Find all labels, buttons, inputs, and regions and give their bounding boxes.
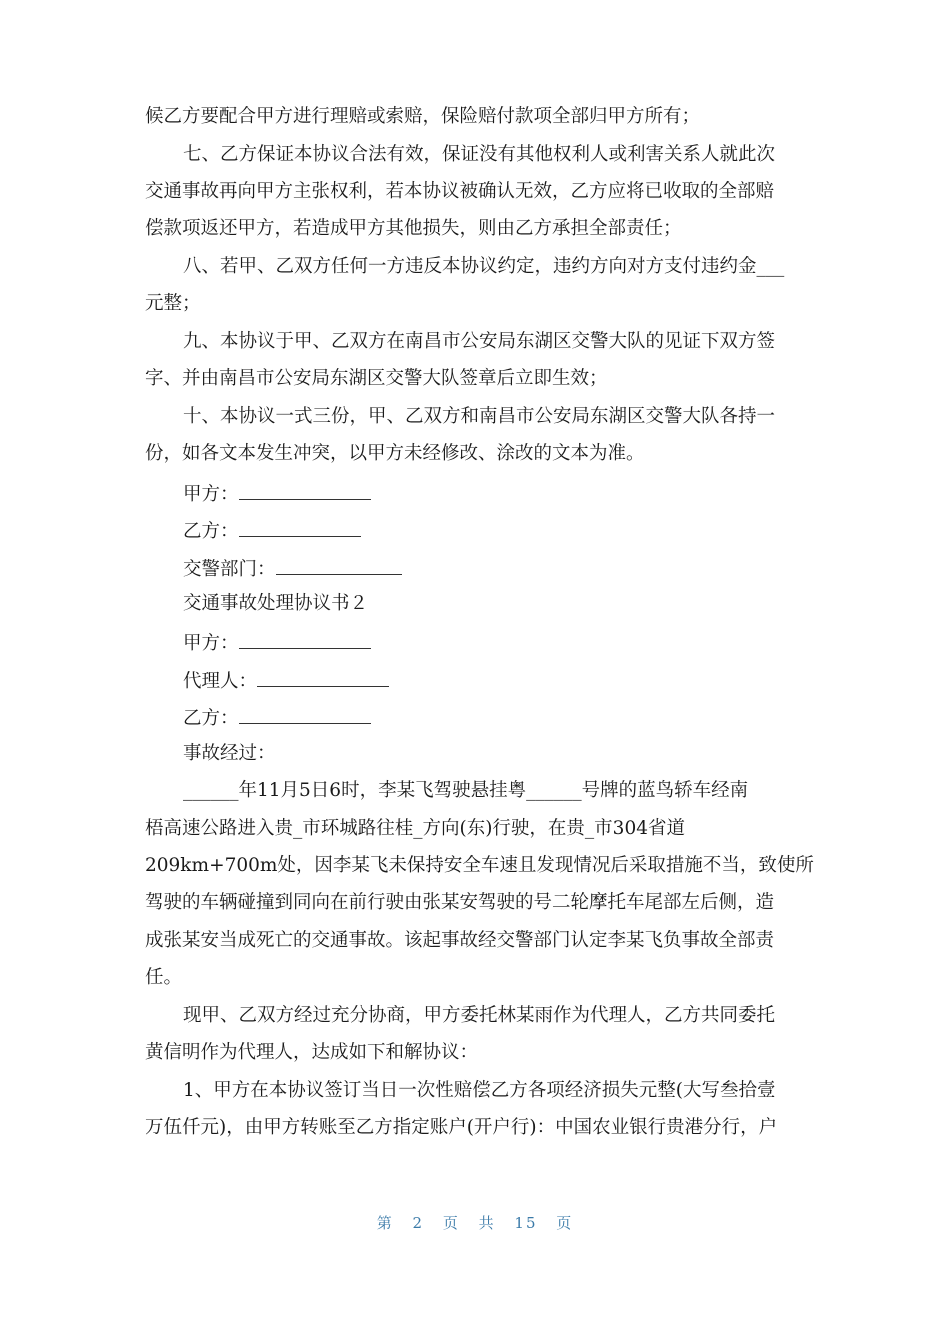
process-text: 号牌的蓝鸟轿车经南 bbox=[581, 780, 749, 801]
party-blank bbox=[239, 703, 371, 724]
footer-word: 第 bbox=[376, 1214, 394, 1232]
plate-blank: ______ bbox=[526, 780, 582, 801]
agent-label: 代理人： bbox=[183, 671, 258, 692]
paragraph-line: 万伍仟元)，由甲方转账至乙方指定账户(开户行)：中国农业银行贵港分行，户 bbox=[145, 1117, 778, 1138]
signature-party-a bbox=[183, 479, 371, 508]
paragraph-line: 黄信明作为代理人，达成如下和解协议： bbox=[145, 1042, 479, 1063]
clause-seven-line: 七、乙方保证本协议合法有效，保证没有其他权利人或利害关系人就此次 bbox=[183, 144, 776, 165]
party-label: 甲方： bbox=[183, 633, 239, 654]
total-pages: 15 bbox=[514, 1214, 538, 1232]
clause-ten-line: 十、本协议一式三份，甲、乙双方和南昌市公安局东湖区交警大队各持一 bbox=[183, 406, 776, 427]
paragraph-line: 交通事故再向甲方主张权利，若本协议被确认无效，乙方应将已收取的全部赔 bbox=[145, 181, 775, 202]
signature-blank bbox=[239, 479, 371, 500]
agent-line bbox=[183, 666, 389, 695]
paragraph-line: 驾驶的车辆碰撞到同向在前行驶由张某安驾驶的号二轮摩托车尾部左后侧，造 bbox=[145, 892, 775, 913]
party-a-line bbox=[183, 628, 371, 657]
paragraph-line: 梧高速公路进入贵_市环城路往桂_方向(东)行驶，在贵_市304省道 bbox=[145, 818, 685, 839]
clause-nine-line: 九、本协议于甲、乙双方在南昌市公安局东湖区交警大队的见证下双方签 bbox=[183, 331, 776, 352]
signature-blank bbox=[276, 554, 402, 575]
footer-word: 页 bbox=[442, 1214, 460, 1232]
signature-blank bbox=[239, 516, 361, 537]
signature-label: 乙方： bbox=[183, 521, 239, 542]
signature-party-b bbox=[183, 516, 361, 545]
paragraph-line: 209km+700m处，因李某飞未保持安全车速且发现情况后采取措施不当，致使所 bbox=[145, 855, 814, 876]
footer-word: 页 bbox=[556, 1214, 574, 1232]
signature-label: 甲方： bbox=[183, 484, 239, 505]
process-label: 事故经过： bbox=[183, 743, 276, 764]
process-line bbox=[183, 778, 748, 804]
paragraph-line: 份，如各文本发生冲突，以甲方未经修改、涂改的文本为准。 bbox=[145, 443, 645, 464]
paragraph-line: 偿款项返还甲方，若造成甲方其他损失，则由乙方承担全部责任； bbox=[145, 218, 682, 239]
process-text: ______年11月5日6时，李某飞驾驶悬挂粤 bbox=[183, 780, 527, 801]
clause-eight-line: 八、若甲、乙双方任何一方违反本协议约定，违约方向对方支付违约金___ bbox=[183, 256, 785, 277]
party-b-line bbox=[183, 703, 371, 732]
item-one-line: 1、甲方在本协议签订当日一次性赔偿乙方各项经济损失元整(大写叁拾壹 bbox=[183, 1080, 776, 1101]
page-footer bbox=[0, 1212, 950, 1233]
paragraph-line: 任。 bbox=[145, 967, 183, 988]
paragraph-line: 字、并由南昌市公安局东湖区交警大队签章后立即生效； bbox=[145, 368, 608, 389]
footer-word: 共 bbox=[478, 1214, 496, 1232]
signature-label: 交警部门： bbox=[183, 559, 276, 580]
page-number: 2 bbox=[412, 1214, 425, 1232]
paragraph-line: 成张某安当成死亡的交通事故。该起事故经交警部门认定李某飞负事故全部责 bbox=[145, 930, 775, 951]
party-label: 乙方： bbox=[183, 708, 239, 729]
section-title: 交通事故处理协议书２ bbox=[183, 593, 369, 614]
party-blank bbox=[239, 628, 371, 649]
agent-blank bbox=[257, 666, 389, 687]
paragraph-line: 候乙方要配合甲方进行理赔或索赔，保险赔付款项全部归甲方所有； bbox=[145, 106, 701, 127]
paragraph-line: 现甲、乙双方经过充分协商，甲方委托林某雨作为代理人，乙方共同委托 bbox=[183, 1005, 776, 1026]
signature-police bbox=[183, 554, 402, 583]
paragraph-line: 元整； bbox=[145, 293, 201, 314]
